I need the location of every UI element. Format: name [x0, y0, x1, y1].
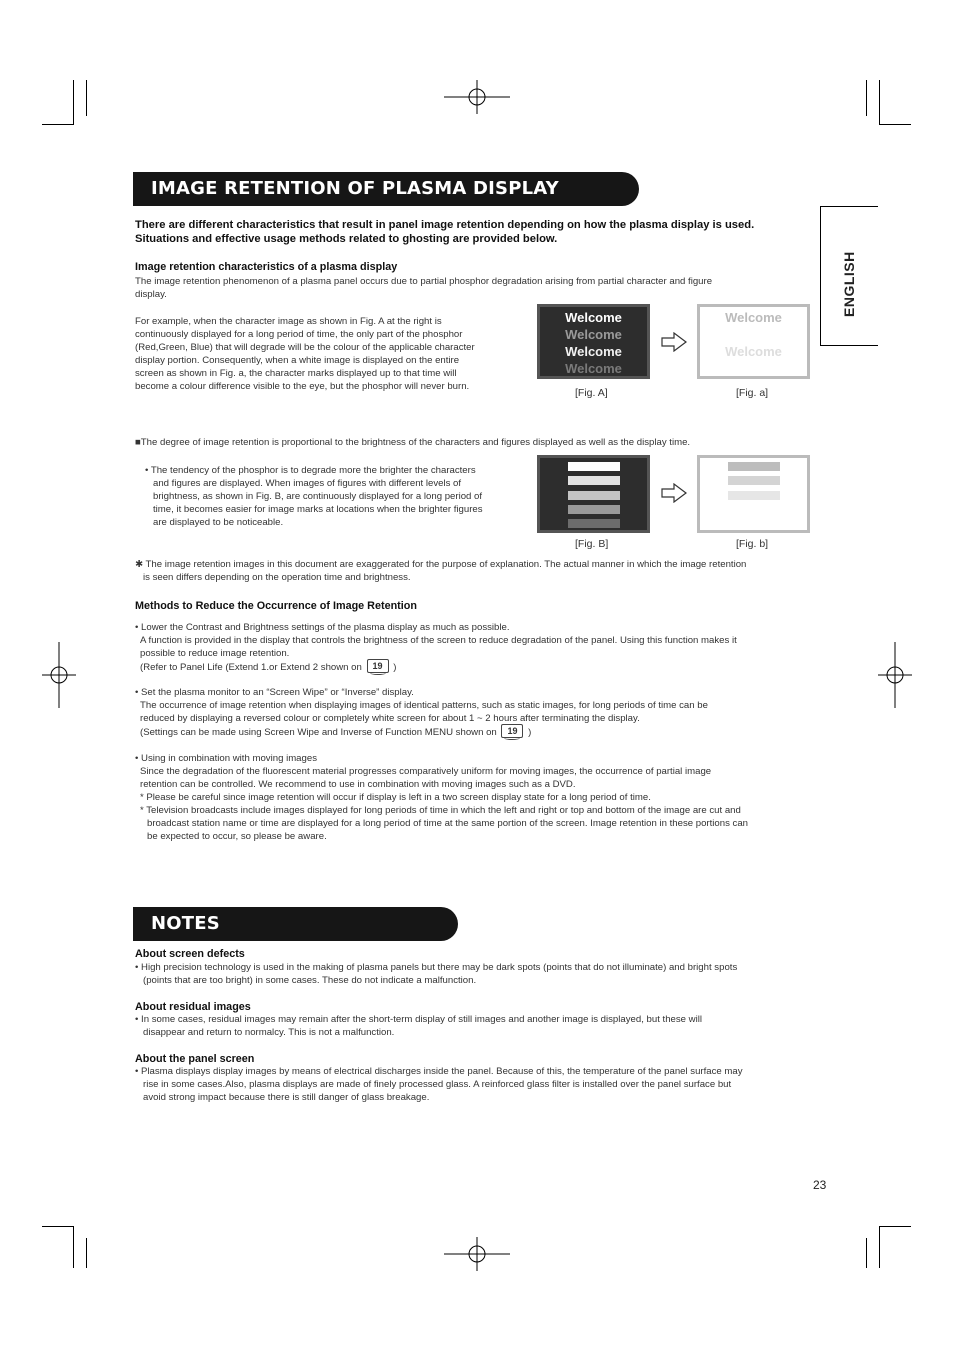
- exaggeration-note: ✱ The image retention images in this document are exaggerated for the purpose of explanation. The actual manner in which the image retention is seen differs depending on the operation time and brightness.: [135, 559, 747, 583]
- registration-mark-top: [444, 80, 510, 114]
- notes-banner: [133, 907, 458, 941]
- notes-title: NOTES: [151, 913, 220, 934]
- brightness-bar: [568, 519, 620, 528]
- method-contrast: • Lower the Contrast and Brightness settings of the plasma display as much as possible. A function is provided in the display that controls the brightness of the screen to reduce degradation of the panel. Using this function makes it possible to reduce image retention. (Refer to Panel Life (Extend 1.or Extend 2 shown on 19 ): [135, 621, 825, 674]
- page-reference: (Settings can be made using Screen Wipe and Inverse of Function MENU shown on 19 ): [140, 726, 532, 738]
- note-item: About residual images • In some cases, residual images may remain after the short-term display of still images and another image is displayed, but these will disappear and return to normalcy. This is not a malfunction.: [135, 1001, 702, 1038]
- registration-mark-left: [42, 642, 76, 708]
- brightness-bar: [568, 476, 620, 485]
- figure-caption: [Fig. B]: [575, 538, 609, 550]
- retention-bar: [728, 491, 780, 500]
- registration-mark-right: [878, 642, 912, 708]
- brightness-bar: [568, 462, 620, 471]
- section-heading: Image retention characteristics of a plasma display: [135, 261, 398, 273]
- language-label: ENGLISH: [841, 251, 857, 317]
- figure-a-lower-screen: Welcome Welcome: [697, 304, 810, 379]
- language-tab: [820, 206, 878, 346]
- method-screen-wipe: • Set the plasma monitor to an “Screen Wipe” or “Inverse” display. The occurrence of image retention when displaying images of identical patterns, such as static images, for long periods of time can be reduced by displaying a reversed colour or completely white screen for about 1 ~ 2 hours after terminating the display. (Settings can be made using Screen Wipe and Inverse of Function MENU shown on 19 ): [135, 686, 825, 739]
- retention-bar: [728, 462, 780, 471]
- page-ref-badge: 19: [367, 659, 389, 673]
- tendency-paragraph: • The tendency of the phosphor is to degrade more the brighter the characters and figures are displayed. When images of figures with different levels of brightness, as shown in Fig. B, are continuously displayed for a long period of time, it becomes easier for image marks at locations when the brighter figures are displayed to be noticeable.: [145, 465, 483, 528]
- page-ref-badge: 19: [501, 724, 523, 738]
- notes-list: [135, 948, 825, 1104]
- arrow-right-icon: [661, 483, 687, 503]
- section-paragraph: The image retention phenomenon of a plasma panel occurs due to partial phosphor degradation arising from partial character and figure display.: [135, 276, 713, 300]
- figure-caption: [Fig. A]: [575, 387, 608, 399]
- figure-b-screen: [537, 455, 650, 533]
- brightness-bar: [568, 491, 620, 500]
- note-item: About screen defects • High precision technology is used in the making of plasma panels but there may be dark spots (points that do not illuminate) and bright spots (points that are too bright) in some cases. These do not indicate a malfunction.: [135, 948, 738, 986]
- degree-note: ■The degree of image retention is proportional to the brightness of the characters and figures displayed as well as the display time.: [135, 437, 691, 448]
- section-banner: [133, 172, 639, 206]
- figure-caption: [Fig. a]: [736, 387, 769, 399]
- registration-mark-bottom: [444, 1237, 510, 1271]
- arrow-right-icon: [661, 332, 687, 352]
- figure-b-lower-screen: [697, 455, 810, 533]
- figure-caption: [Fig. b]: [736, 538, 769, 550]
- figure-a-screen: Welcome Welcome Welcome Welcome: [537, 304, 650, 379]
- page-reference: (Refer to Panel Life (Extend 1.or Extend 2 shown on 19 ): [140, 661, 397, 673]
- retention-bar: [728, 476, 780, 485]
- page-number: 23: [813, 1178, 827, 1192]
- page-title: IMAGE RETENTION OF PLASMA DISPLAY: [151, 178, 559, 199]
- brightness-bar: [568, 505, 620, 514]
- methods-heading: Methods to Reduce the Occurrence of Image Retention: [135, 600, 417, 612]
- example-paragraph: For example, when the character image as shown in Fig. A at the right is continuously displayed for a long period of time, the only part of the phosphor (Red,Green, Blue) that will degrade will be the colour of the applicable character display portion. Consequently, when a white image is displayed on the entire screen as shown in Fig. a, the character marks displayed up to that time will become a colour difference visible to the eye, but the phosphor will never burn.: [135, 316, 475, 392]
- method-moving-images: • Using in combination with moving images Since the degradation of the fluorescent material progresses comparatively uniform for moving images, the occurrence of partial image retention can be controlled. We recommend to use in combination with moving images such as a DVD. * Please be careful since image retention will occur if display is left in a two screen display state for a long period of time. * Television broadcasts include images displayed for long periods of time in which the left and right or top and bottom of the image are cut and broadcast station name or time are displayed for a long period of time at the same portion of the screen. Image retention in these portions can be expected to occur, so please be aware.: [135, 753, 749, 842]
- note-item: About the panel screen • Plasma displays display images by means of electrical discharges inside the panel. Because of this, the temperature of the panel surface may rise in some cases.Also, plasma displays are made of finely processed glass. A reinforced glass filter is installed over the panel surface but avoid strong impact because there is still danger of glass breakage.: [135, 1053, 743, 1103]
- intro-text: There are different characteristics that result in panel image retention depending on how the plasma display is used. Situations and effective usage methods related to ghosting are provided below.: [135, 219, 755, 245]
